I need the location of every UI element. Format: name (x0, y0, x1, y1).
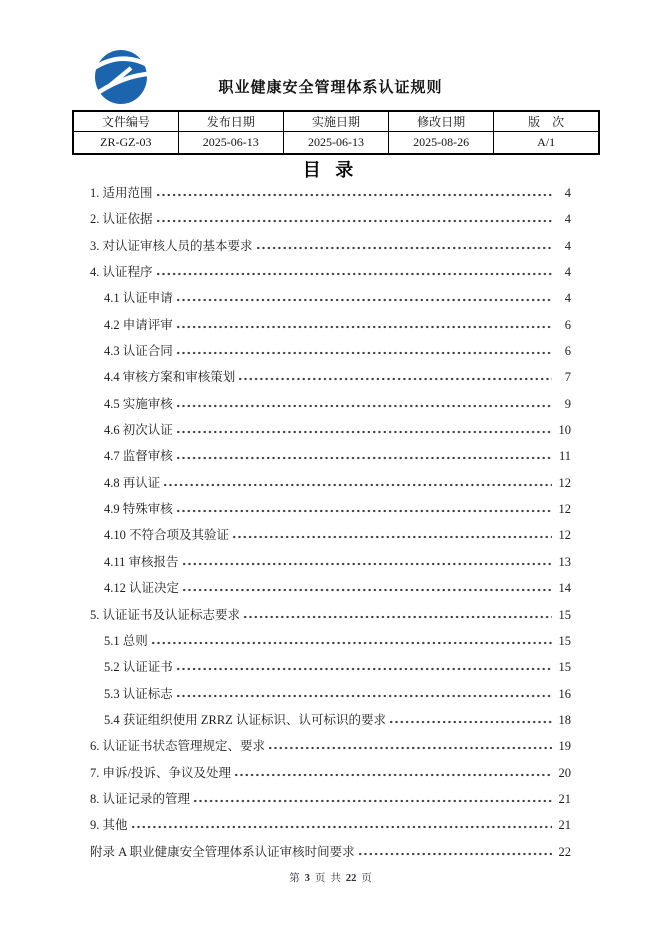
toc-entry-label: 1. 适用范围 (90, 186, 153, 200)
document-info-table (72, 110, 600, 155)
toc-list (90, 183, 571, 868)
toc-entry (90, 631, 571, 657)
toc-entry-label: 4.10 不符合项及其验证 (104, 528, 230, 543)
info-table-value-row (73, 132, 599, 155)
toc-entry-page: 6 (564, 317, 571, 332)
toc-entry-label: 4.12 认证决定 (104, 581, 180, 596)
toc-entry-page: 15 (558, 607, 571, 622)
toc-entry (90, 842, 571, 868)
toc-entry-label: 5.3 认证标志 (104, 686, 173, 701)
toc-dot-leader (177, 430, 552, 434)
info-value-version: A/1 (494, 132, 599, 155)
toc-entry-label: 9. 其他 (90, 818, 128, 833)
toc-dot-leader (194, 799, 552, 803)
toc-entry-label: 4.4 审核方案和审核策划 (104, 370, 236, 385)
toc-entry (90, 420, 571, 446)
toc-entry (90, 763, 571, 789)
toc-entry-page: 19 (558, 739, 571, 754)
toc-entry-page: 6 (564, 344, 571, 359)
footer-middle-1: 页 (314, 873, 326, 884)
toc-dot-leader (177, 509, 552, 513)
toc-entry-label: 5.1 总则 (104, 633, 148, 648)
toc-entry-page: 11 (558, 449, 571, 464)
toc-dot-leader (177, 694, 552, 698)
toc-entry-page: 15 (558, 660, 571, 675)
toc-entry (90, 499, 571, 525)
toc-entry-page: 22 (558, 844, 571, 859)
toc-entry-page: 21 (558, 818, 571, 833)
toc-dot-leader (257, 246, 552, 250)
toc-entry (90, 710, 571, 736)
toc-entry (90, 789, 571, 815)
info-value-effective-date: 2025-06-13 (283, 132, 388, 155)
toc-entry-page: 4 (564, 212, 571, 227)
toc-dot-leader (157, 193, 552, 197)
toc-entry-label: 5.2 认证证书 (104, 660, 173, 675)
toc-entry (90, 736, 571, 762)
toc-dot-leader (164, 483, 552, 487)
toc-entry (90, 605, 571, 631)
toc-entry-page: 13 (558, 554, 571, 569)
info-value-revision-date: 2025-08-26 (389, 132, 494, 155)
toc-entry-label: 附录 A 职业健康安全管理体系认证审核时间要求 (90, 844, 355, 859)
footer-total-pages: 22 (345, 873, 357, 884)
toc-dot-leader (233, 535, 552, 539)
toc-dot-leader (152, 641, 552, 645)
toc-entry-label: 3. 对认证审核人员的基本要求 (90, 238, 253, 253)
toc-entry-label: 2. 认证依据 (90, 212, 153, 227)
toc-entry (90, 394, 571, 420)
toc-entry (90, 815, 571, 841)
toc-entry-label: 4.2 申请评审 (104, 317, 173, 332)
toc-dot-leader (177, 298, 552, 302)
toc-title: 目 录 (302, 160, 359, 180)
toc-entry-label: 7. 申诉/投诉、争议及处理 (90, 765, 231, 780)
toc-entry (90, 446, 571, 472)
toc-entry-label: 4.6 初次认证 (104, 423, 173, 438)
toc-dot-leader (235, 773, 552, 777)
toc-entry (90, 262, 571, 288)
toc-dot-leader (183, 562, 552, 566)
toc-entry-label: 4.9 特殊审核 (104, 502, 173, 517)
toc-entry (90, 183, 571, 209)
toc-entry-label: 5. 认证证书及认证标志要求 (90, 607, 241, 622)
toc-entry (90, 473, 571, 499)
toc-entry-page: 4 (564, 265, 571, 280)
toc-entry-page: 12 (558, 502, 571, 517)
toc-entry (90, 288, 571, 314)
info-value-doc-number: ZR-GZ-03 (73, 132, 178, 155)
toc-entry-label: 8. 认证记录的管理 (90, 791, 191, 806)
toc-dot-leader (177, 351, 552, 355)
toc-entry-label: 4.5 实施审核 (104, 396, 173, 411)
toc-entry-page: 4 (564, 238, 571, 253)
toc-dot-leader (244, 615, 552, 619)
toc-entry-page: 7 (564, 370, 571, 385)
footer-middle-2: 共 (330, 873, 341, 884)
footer-prefix: 第 (289, 873, 300, 884)
toc-entry (90, 209, 571, 235)
info-header-version: 版 次 (494, 111, 599, 132)
toc-dot-leader (132, 825, 552, 829)
toc-entry-label: 4.1 认证申请 (104, 291, 173, 306)
toc-dot-leader (269, 746, 552, 750)
toc-entry-page: 10 (558, 423, 571, 438)
toc-entry (90, 578, 571, 604)
info-header-effective-date: 实施日期 (283, 111, 388, 132)
toc-entry-page: 21 (558, 791, 571, 806)
toc-entry-label: 4.11 审核报告 (104, 554, 179, 569)
toc-entry-page: 4 (564, 291, 571, 306)
toc-entry (90, 236, 571, 262)
toc-dot-leader (157, 272, 552, 276)
toc-dot-leader (183, 588, 552, 592)
toc-dot-leader (177, 325, 552, 329)
info-header-issue-date: 发布日期 (178, 111, 283, 132)
toc-entry (90, 657, 571, 683)
toc-entry-page: 12 (558, 475, 571, 490)
info-value-issue-date: 2025-06-13 (178, 132, 283, 155)
info-header-doc-number: 文件编号 (73, 111, 178, 132)
toc-entry-label: 6. 认证证书状态管理规定、要求 (90, 739, 266, 754)
toc-entry-page: 15 (558, 633, 571, 648)
info-table-header-row (73, 111, 599, 132)
toc-entry (90, 684, 571, 710)
toc-dot-leader (157, 219, 552, 223)
toc-entry-label: 4. 认证程序 (90, 265, 153, 280)
toc-entry-page: 18 (558, 712, 571, 727)
toc-entry (90, 315, 571, 341)
info-header-revision-date: 修改日期 (389, 111, 494, 132)
toc-entry-page: 14 (558, 581, 571, 596)
toc-entry-page: 20 (558, 765, 571, 780)
toc-dot-leader (177, 667, 552, 671)
toc-entry-page: 12 (558, 528, 571, 543)
toc-dot-leader (359, 852, 552, 856)
toc-entry-label: 4.3 认证合同 (104, 344, 173, 359)
toc-entry-label: 4.7 监督审核 (104, 449, 173, 464)
toc-entry-page: 9 (564, 396, 571, 411)
toc-entry (90, 552, 571, 578)
toc-entry-label: 4.8 再认证 (104, 475, 161, 490)
toc-entry-page: 4 (564, 186, 571, 200)
toc-entry (90, 341, 571, 367)
document-title: 职业健康安全管理体系认证规则 (218, 80, 443, 96)
toc-entry (90, 525, 571, 551)
page-footer (0, 870, 661, 885)
toc-dot-leader (177, 404, 552, 408)
toc-entry-label: 5.4 获证组织使用 ZRRZ 认证标识、认可标识的要求 (104, 712, 386, 727)
toc-entry-page: 16 (558, 686, 571, 701)
toc-dot-leader (239, 377, 552, 381)
footer-current-page: 3 (304, 873, 310, 884)
toc-dot-leader (390, 720, 552, 724)
toc-entry (90, 367, 571, 393)
toc-dot-leader (177, 456, 552, 460)
footer-suffix: 页 (361, 873, 372, 884)
